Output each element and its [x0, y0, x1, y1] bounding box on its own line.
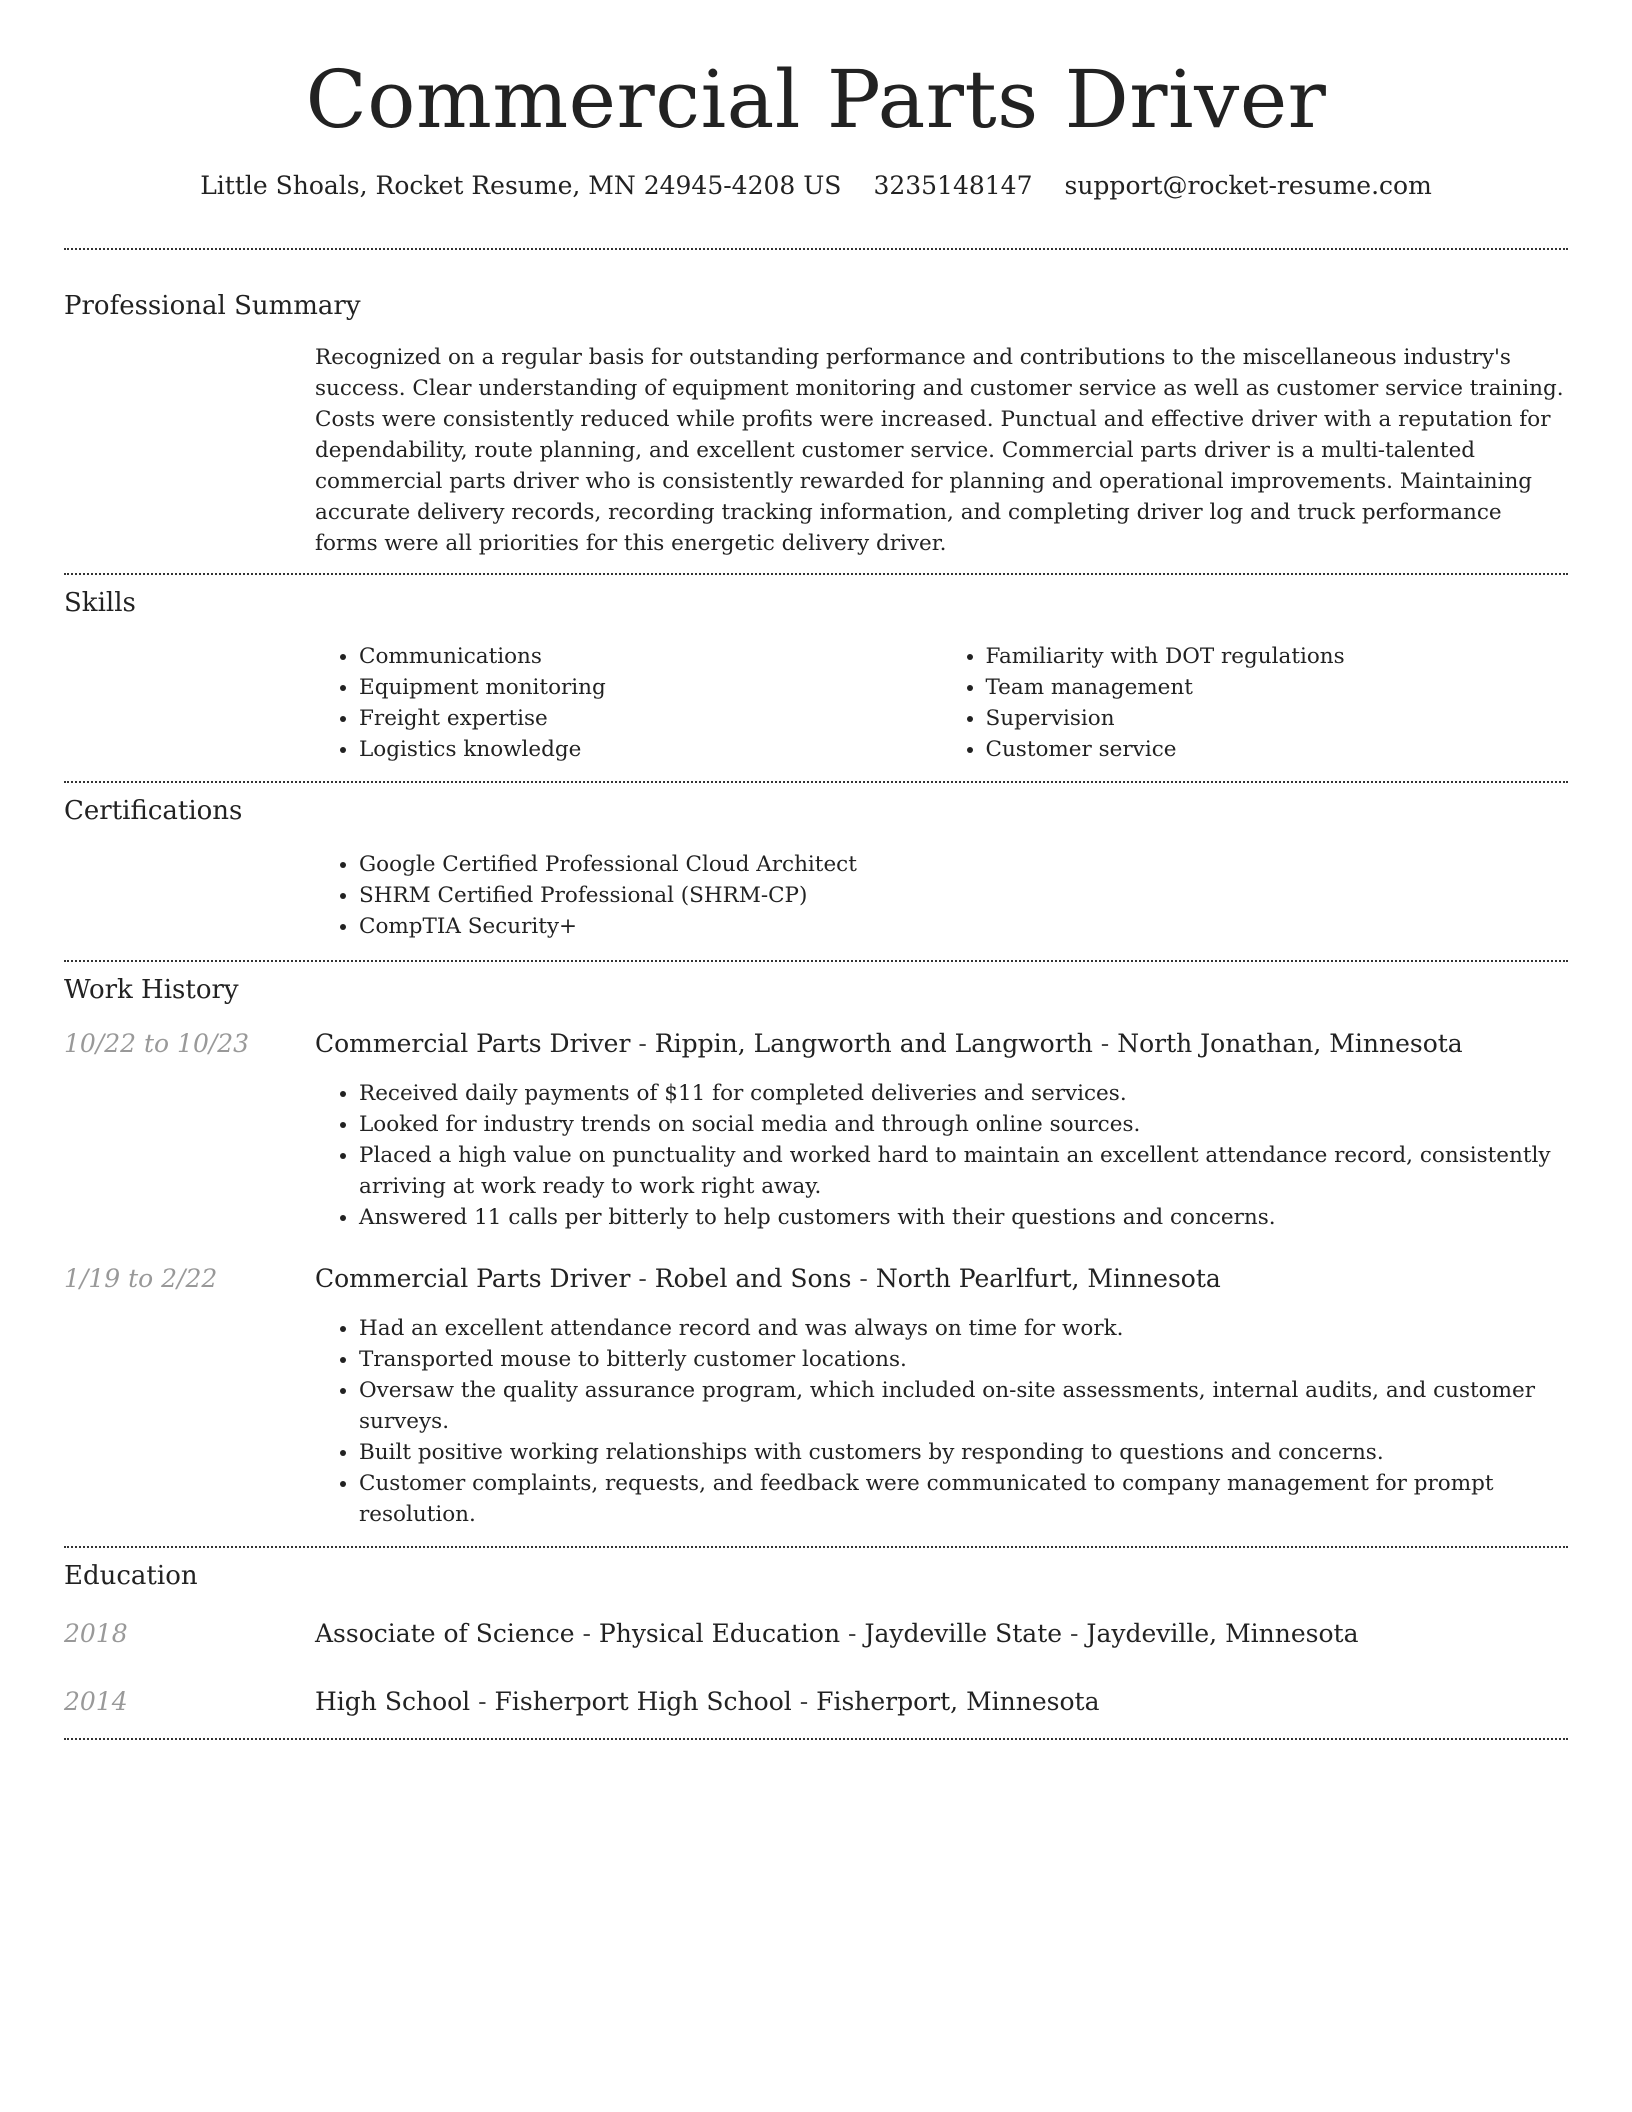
resume-page: [64, 0, 1568, 1740]
job-bullet: • Transported mouse to bitterly customer locations.: [359, 1344, 1568, 1375]
contact-line: [64, 170, 1568, 202]
divider: [64, 248, 1568, 250]
separator: -: [1070, 1619, 1079, 1648]
education-field: Physical Education: [598, 1619, 841, 1648]
divider: [64, 1738, 1568, 1740]
skills-section: [64, 587, 1568, 765]
skill-item: • Logistics knowledge: [359, 734, 942, 765]
education-school: Fisherport High School: [494, 1687, 792, 1716]
education-degree: Associate of Science: [315, 1619, 575, 1648]
skill-item: • Familiarity with DOT regulations: [986, 641, 1569, 672]
job-bullet: • Built positive working relationships with customers by responding to questions and concerns.: [359, 1437, 1568, 1468]
skill-item: • Freight expertise: [359, 703, 942, 734]
divider: [64, 960, 1568, 962]
skill-item: • Team management: [986, 672, 1569, 703]
skills-list-right: [942, 641, 1569, 765]
education-school: Jaydeville State: [864, 1619, 1063, 1648]
separator: -: [799, 1687, 809, 1716]
education-entry: [64, 1618, 1568, 1650]
job-entry: [64, 1263, 1568, 1530]
separator: -: [1100, 1029, 1110, 1058]
separator: -: [859, 1264, 868, 1293]
contact-email[interactable]: support@rocket-resume.com: [1064, 171, 1432, 200]
education-location: Fisherport, Minnesota: [816, 1687, 1100, 1716]
divider: [64, 573, 1568, 575]
separator: -: [848, 1619, 857, 1648]
job-heading: [315, 1263, 1221, 1295]
certification-item: • CompTIA Security+: [359, 911, 1568, 942]
section-title-summary: Professional Summary: [64, 291, 361, 321]
education-year: 2018: [64, 1619, 128, 1648]
separator: -: [638, 1264, 647, 1293]
job-dates: 10/22 to 10/23: [64, 1029, 250, 1058]
job-bullet: • Answered 11 calls per bitterly to help customers with their questions and concerns.: [359, 1202, 1568, 1233]
job-bullets-wrap: [315, 1313, 1568, 1530]
section-title-certifications: Certifications: [64, 796, 243, 826]
divider: [64, 781, 1568, 783]
summary-text: Recognized on a regular basis for outstanding performance and contributions to the miscellaneous industry's success. Clear understanding of equipment monitoring and customer service as well as customer service training. Costs were consistently reduced while profits were increased. Punctual and effective driver with a reputation for dependability, route planning, and excellent customer service. Commercial parts driver is a multi-talented commercial parts driver who is consistently rewarded for planning and operational improvements. Maintaining accurate delivery records, recording tracking information, and completing driver log and truck performance forms were all priorities for this energetic delivery driver.: [315, 345, 1564, 556]
education-entry: [64, 1686, 1568, 1718]
job-bullets: [315, 1078, 1568, 1233]
job-bullet: • Looked for industry trends on social media and through online sources.: [359, 1109, 1568, 1140]
job-role: Commercial Parts Driver: [315, 1029, 631, 1058]
job-header: [64, 1263, 1568, 1295]
education-heading: [315, 1618, 1359, 1650]
education-year: 2014: [64, 1687, 128, 1716]
certification-item: • Google Certified Professional Cloud Architect: [359, 849, 1568, 880]
education-heading: [315, 1686, 1100, 1718]
job-dates: 1/19 to 2/22: [64, 1264, 218, 1293]
skill-item: • Communications: [359, 641, 942, 672]
job-company: Rippin, Langworth and Langworth: [654, 1029, 1093, 1058]
job-role: Commercial Parts Driver: [315, 1264, 631, 1293]
certification-item: • SHRM Certified Professional (SHRM-CP): [359, 880, 1568, 911]
skill-item: • Equipment monitoring: [359, 672, 942, 703]
job-company: Robel and Sons: [654, 1264, 852, 1293]
certifications-body: [315, 849, 1568, 942]
education-location: Jaydeville, Minnesota: [1086, 1619, 1359, 1648]
job-location: North Jonathan, Minnesota: [1117, 1029, 1463, 1058]
job-bullet: • Had an excellent attendance record and was always on time for work.: [359, 1313, 1568, 1344]
job-bullet: • Placed a high value on punctuality and worked hard to maintain an excellent attendance record, consistently arriving at work ready to work right away.: [359, 1140, 1568, 1202]
section-title-skills: Skills: [64, 588, 136, 618]
summary-section: [64, 290, 1568, 559]
section-title-education: Education: [64, 1561, 198, 1591]
job-heading: [315, 1028, 1463, 1060]
contact-phone: 3235148147: [873, 171, 1033, 200]
job-bullet: • Received daily payments of $11 for completed deliveries and services.: [359, 1078, 1568, 1109]
skills-list-left: [315, 641, 942, 765]
education-section: [64, 1560, 1568, 1718]
separator: -: [582, 1619, 591, 1648]
job-bullet: • Customer complaints, requests, and feedback were communicated to company management for prompt resolution.: [359, 1468, 1568, 1530]
section-title-work-history: Work History: [64, 975, 239, 1005]
certifications-section: [64, 795, 1568, 942]
certifications-list: [315, 849, 1568, 942]
contact-address: Little Shoals, Rocket Resume, MN 24945-4208 US: [200, 171, 842, 200]
job-location: North Pearlfurt, Minnesota: [875, 1264, 1221, 1293]
skills-columns: [315, 641, 1568, 765]
candidate-name: Commercial Parts Driver: [305, 53, 1327, 146]
skill-item: • Customer service: [986, 734, 1569, 765]
divider: [64, 1546, 1568, 1548]
work-history-section: [64, 974, 1568, 1530]
job-entry: [64, 1028, 1568, 1233]
job-bullets-wrap: [315, 1078, 1568, 1233]
job-header: [64, 1028, 1568, 1060]
job-bullets: [315, 1313, 1568, 1530]
education-degree: High School: [315, 1687, 471, 1716]
separator: -: [478, 1687, 487, 1716]
job-bullet: • Oversaw the quality assurance program, which included on-site assessments, internal audits, and customer surveys.: [359, 1375, 1568, 1437]
separator: -: [638, 1029, 647, 1058]
skill-item: • Supervision: [986, 703, 1569, 734]
